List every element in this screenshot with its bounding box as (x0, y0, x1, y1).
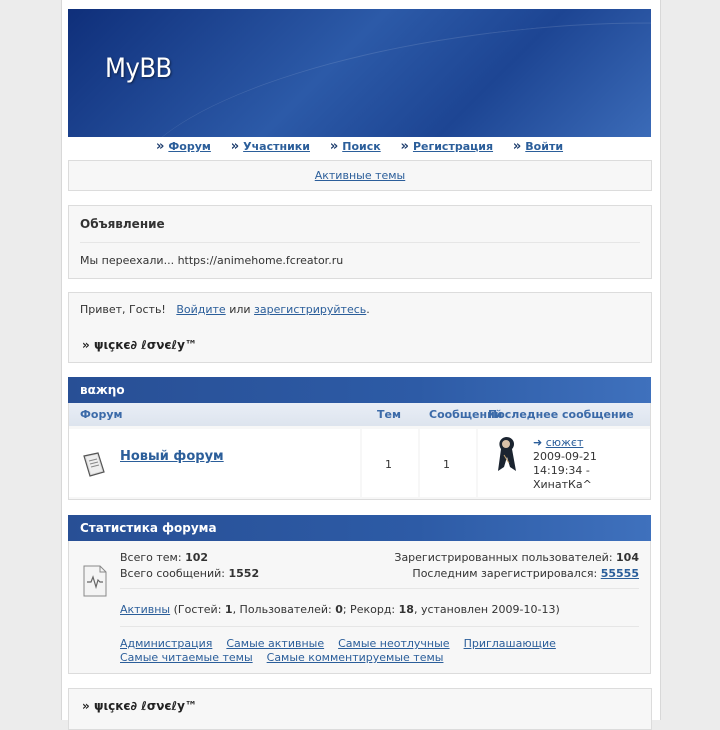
greeting-text: Привет, Гость! (80, 303, 166, 316)
last-post-date: 2009-09-21 (533, 450, 597, 463)
stats-icon (82, 565, 108, 600)
site-logo[interactable]: MyBB (105, 53, 172, 84)
col-posts: Сообщений (429, 408, 503, 421)
online-info: Активны (Гостей: 1, Пользователей: 0; Рекорд: 18, установлен 2009-10-13) (120, 603, 560, 616)
arrow-right-icon: ➜ (533, 436, 543, 449)
table-header (69, 403, 650, 426)
last-post-link[interactable]: сюжєт (545, 436, 584, 449)
total-topics: 102 (185, 551, 209, 564)
welcome-box: Привет, Гость! Войдите или зарегистрируйтесь. » ψιçкє∂ ℓσνєℓу™ (68, 292, 652, 363)
registered-count: 104 (616, 551, 639, 564)
forum-topics-count: 1 (385, 458, 392, 471)
link-most-present[interactable]: Самые неотлучные (338, 637, 450, 650)
login-link[interactable]: Войдите (176, 303, 226, 316)
main-nav (68, 139, 651, 154)
last-post-info (533, 436, 597, 492)
col-topics: Тем (377, 408, 401, 421)
stats-links-row2 (120, 651, 443, 664)
stats-box: Всего тем: 102 Всего сообщений: 1552 Зарегистрированных пользователей: 104 Последним зарегистрировался: 55555 Активны (Гостей: 1, Пользователей: 0; Рекорд: 18, установлен 2009-10-13) Администрация Самые активные Самые неотлучные Приглашающие Самые читаемые темы Самые комментируемые темы (68, 541, 651, 674)
nav-item-search[interactable]: » Поиск (329, 139, 381, 154)
active-topics-bar (68, 160, 652, 191)
link-most-read[interactable]: Самые читаемые темы (120, 651, 253, 664)
col-last-post: Последнее сообщение (488, 408, 634, 421)
breadcrumb: » ψιçкє∂ ℓσνєℓу™ (82, 338, 198, 352)
nav-item-forum[interactable]: » Форум (155, 139, 211, 154)
last-registered-link[interactable]: 55555 (600, 567, 639, 580)
footer-breadcrumb-box (68, 688, 652, 730)
col-forum: Форум (80, 408, 123, 421)
total-posts: 1552 (228, 567, 260, 580)
announcement-box (68, 205, 652, 279)
stats-links-row1 (120, 637, 556, 650)
breadcrumb-title[interactable]: ψιçкє∂ ℓσνєℓу™ (93, 338, 198, 352)
active-users-link[interactable]: Активны (120, 603, 171, 616)
last-post-author: ХинатКа^ (533, 478, 592, 491)
last-post-time: 14:19:34 - (533, 464, 590, 477)
footer-breadcrumb: » ψιçкє∂ ℓσνєℓу™ (82, 699, 198, 713)
forum-icon (81, 450, 107, 478)
active-topics-link[interactable]: Активные темы (314, 169, 406, 182)
link-most-commented[interactable]: Самые комментируемые темы (266, 651, 444, 664)
header-banner (68, 9, 651, 137)
nav-item-register[interactable]: » Регистрация (400, 139, 494, 154)
forum-posts-count: 1 (443, 458, 450, 471)
nav-item-users[interactable]: » Участники (230, 139, 310, 154)
link-administration[interactable]: Администрация (120, 637, 213, 650)
footer-breadcrumb-title[interactable]: ψιçкє∂ ℓσνєℓу™ (93, 699, 198, 713)
or-text: или (229, 303, 251, 316)
forum-table (68, 403, 651, 500)
announcement-text: Мы переехали... https://animehome.fcreator.ru (80, 254, 344, 267)
announcement-title: Объявление (80, 217, 165, 231)
register-link[interactable]: зарегистрируйтесь (254, 303, 367, 316)
nav-item-login[interactable]: » Войти (512, 139, 564, 154)
link-inviting[interactable]: Приглашающие (463, 637, 556, 650)
stats-header: Статистика форума (68, 515, 651, 541)
category-header: вαжηο (68, 377, 651, 403)
forum-name-link[interactable]: Новый форум (120, 449, 224, 464)
last-post-avatar[interactable] (490, 435, 524, 476)
link-most-active[interactable]: Самые активные (226, 637, 325, 650)
